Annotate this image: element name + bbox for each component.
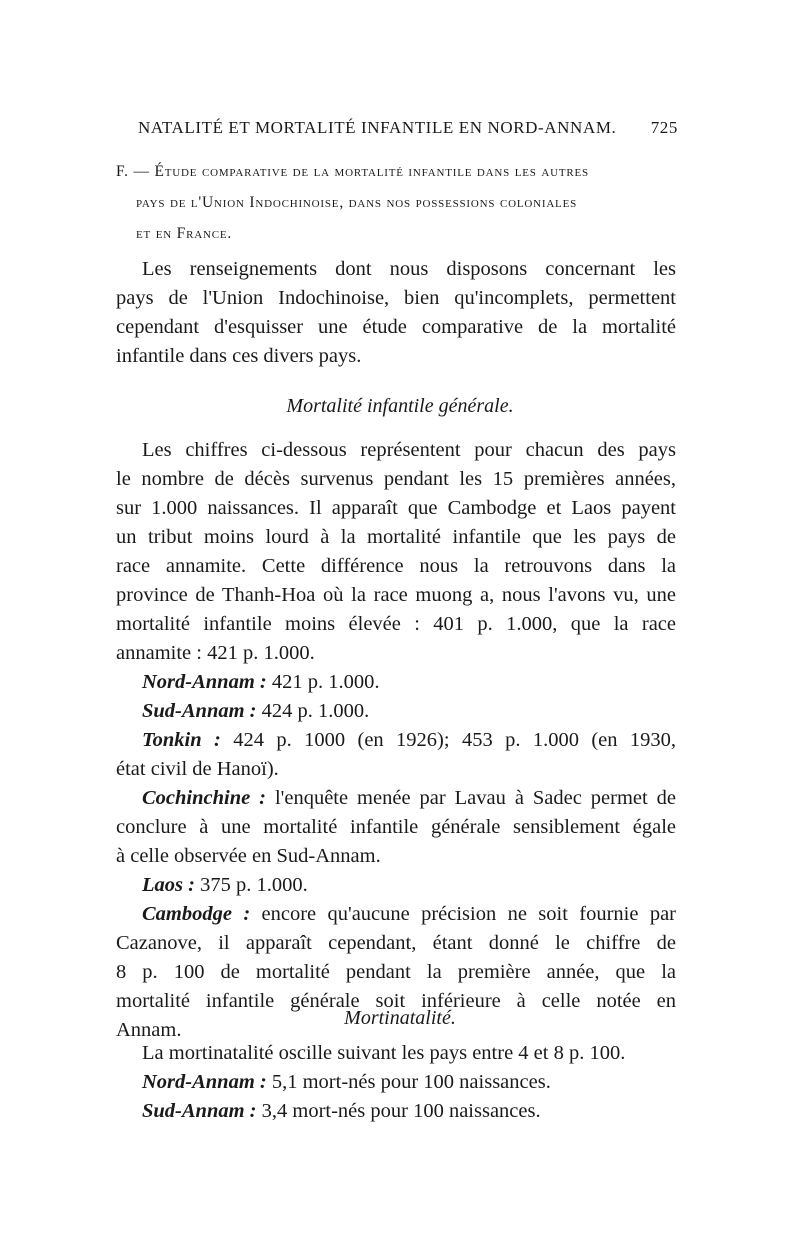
subheading-general: Mortalité infantile générale. (286, 395, 514, 417)
text-line: sur 1.000 naissances. Il apparaît que Cambodge et Laos payent (116, 497, 676, 519)
entry-label: Cambodge : (142, 903, 251, 925)
entry-value: l'enquête menée par Lavau à Sadec permet de (274, 787, 676, 809)
general-paragraph (116, 436, 676, 1045)
text-line: Les renseignements dont nous disposons concernant les (142, 258, 676, 280)
entry-value: 3,4 mort-nés pour 100 naissances. (261, 1100, 541, 1122)
text-line: un tribut moins lourd à la mortalité infantile que les pays de (116, 526, 676, 548)
text-line: 8 p. 100 de mortalité pendant la première année, que la (116, 961, 676, 983)
entry-label: Nord-Annam : (142, 671, 267, 693)
entry-label: Laos : (142, 874, 195, 896)
text-line: mortalité infantile moins élevée : 401 p. 1.000, que la race (116, 613, 676, 635)
entry-value: 424 p. 1000 (en 1926); 453 p. 1.000 (en 1930, (233, 729, 677, 751)
entry-nord-annam (116, 1068, 676, 1097)
entry-label: Cochinchine : (142, 787, 266, 809)
text-line: La mortinatalité oscille suivant les pays entre 4 et 8 p. 100. (142, 1042, 626, 1064)
subheading-mortinatalite: Mortinatalité. (344, 1007, 456, 1029)
entry-sud-annam (116, 697, 676, 726)
section-heading-line: pays de l'Union Indochinoise, dans nos possessions coloniales (136, 194, 578, 211)
entry-cochinchine (116, 784, 676, 813)
text-line: Les chiffres ci-dessous représentent pour chacun des pays (142, 439, 676, 461)
entry-value: encore qu'aucune précision ne soit fournie par (261, 903, 676, 925)
intro-paragraph (116, 255, 676, 371)
text-line: mortalité infantile générale soit inférieure à celle notée en (116, 990, 676, 1012)
text-line: pays de l'Union Indochinoise, bien qu'incomplets, permettent (116, 287, 676, 309)
text-line: Annam. (116, 1019, 182, 1041)
entry-laos (116, 871, 676, 900)
text-line: cependant d'esquisser une étude comparative de la mortalité (116, 316, 676, 338)
text-line: infantile dans ces divers pays. (116, 345, 362, 367)
entry-tonkin (116, 726, 676, 755)
section-heading (116, 156, 686, 249)
entry-value: 375 p. 1.000. (200, 874, 308, 896)
entry-nord-annam (116, 668, 676, 697)
entry-label: Tonkin : (142, 729, 221, 751)
running-header (138, 118, 678, 138)
text-line: à celle observée en Sud-Annam. (116, 845, 381, 867)
text-line: Cazanove, il apparaît cependant, étant donné le chiffre de (116, 932, 676, 954)
entry-label: Nord-Annam : (142, 1071, 267, 1093)
text-line: état civil de Hanoï). (116, 758, 279, 780)
mortinatalite-paragraph (116, 1039, 676, 1126)
entry-cambodge (116, 900, 676, 929)
entry-sud-annam (116, 1097, 676, 1126)
section-heading-line: et en France. (136, 225, 233, 242)
text-line: le nombre de décès survenus pendant les 15 premières années, (116, 468, 676, 490)
text-line: province de Thanh-Hoa où la race muong a, nous l'avons vu, une (116, 584, 676, 606)
running-title: NATALITÉ ET MORTALITÉ INFANTILE EN NORD-ANNAM. (138, 118, 617, 137)
page-number: 725 (650, 118, 678, 137)
entry-label: Sud-Annam : (142, 700, 257, 722)
entry-value: 424 p. 1.000. (261, 700, 370, 722)
section-heading-line: F. — Étude comparative de la mortalité infantile dans les autres (116, 163, 589, 180)
entry-value: 5,1 mort-nés pour 100 naissances. (271, 1071, 551, 1093)
entry-value: 421 p. 1.000. (271, 671, 380, 693)
entry-label: Sud-Annam : (142, 1100, 257, 1122)
text-line: race annamite. Cette différence nous la retrouvons dans la (116, 555, 676, 577)
text-line: annamite : 421 p. 1.000. (116, 642, 315, 664)
text-line: conclure à une mortalité infantile générale sensiblement égale (116, 816, 676, 838)
